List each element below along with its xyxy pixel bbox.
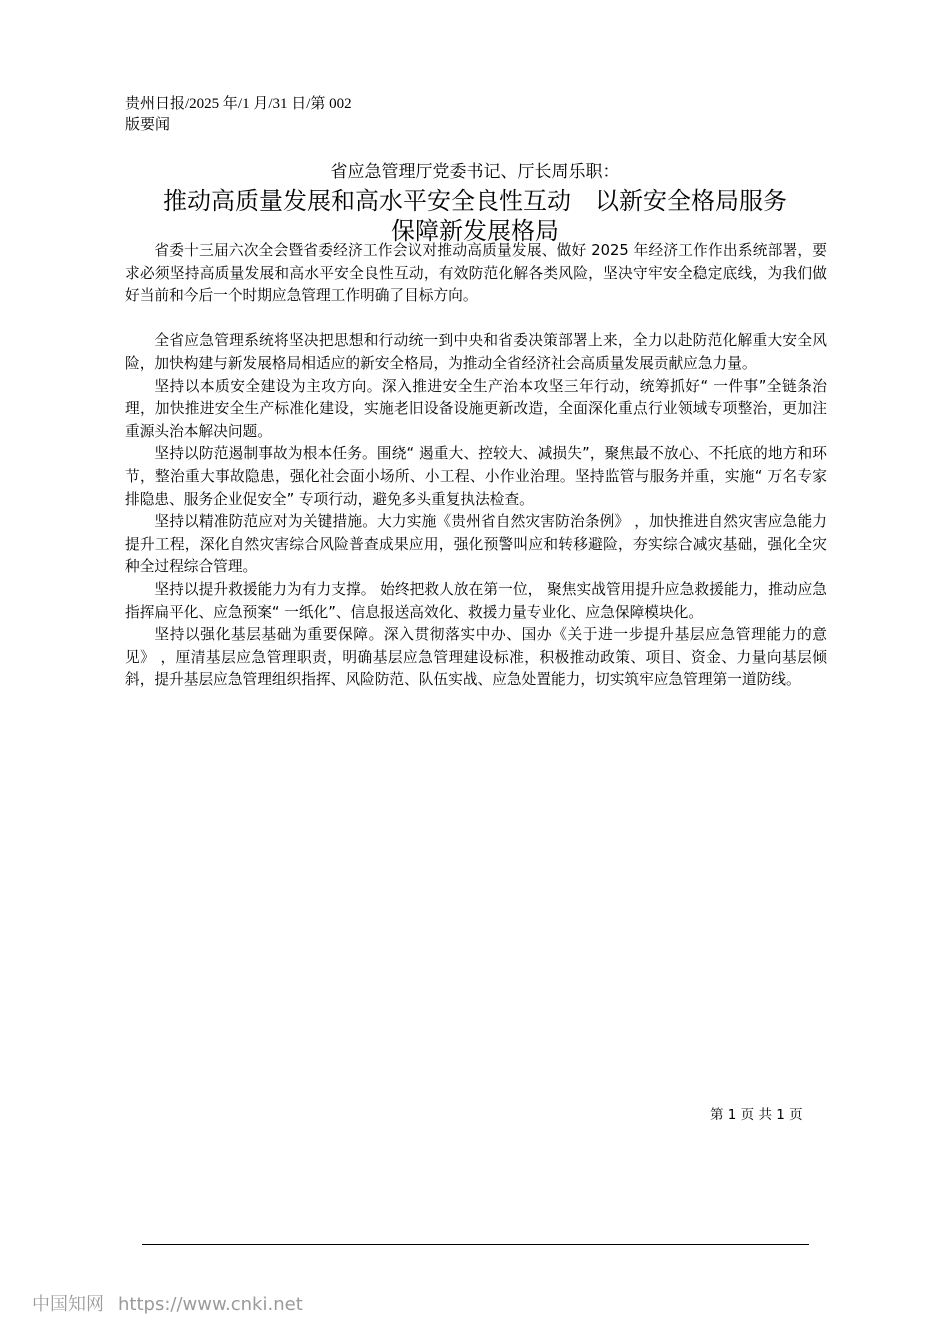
publication-source: 贵州日报/2025 年/1 月/31 日/第 002: [125, 96, 352, 112]
watermark-url[interactable]: https://www.cnki.net: [118, 1294, 303, 1315]
article-subtitle: 省应急管理厅党委书记、厅长周乐职：: [330, 162, 620, 182]
paragraph: 坚持以提升救援能力为有力支撑。 始终把救人放在第一位， 聚焦实战管用提升应急救援能力，推动应急指挥扁平化、应急预案“ 一纸化”、信息报送高效化、救援力量专业化、应急保障模块化。: [125, 580, 827, 621]
paragraph: 坚持以精准防范应对为关键措施。大力实施《贵州省自然灾害防治条例》 ，加快推进自然灾害应急能力提升工程，深化自然灾害综合风险普查成果应用，强化预警叫应和转移避险，夯实综合减灾基础，强化全灾种全过程综合管理。: [125, 513, 827, 576]
paragraph: 坚持以本质安全建设为主攻方向。深入推进安全生产治本攻坚三年行动，统筹抓好“ 一件事”全链条治理，加快推进安全生产标准化建设，实施老旧设备设施更新改造，全面深化重点行业领域专项整治，更加注重源头治本解决问题。: [125, 377, 827, 440]
paragraph-intro: 省委十三届六次全会暨省委经济工作会议对推动高质量发展、做好 2025 年经济工作作出系统部署，要求必须坚持高质量发展和高水平安全良性互动，有效防范化解各类风险，坚决守牢安全稳定底线，为我们做好当前和今后一个时期应急管理工作明确了目标方向。: [125, 242, 827, 305]
paragraph: 坚持以强化基层基础为重要保障。深入贯彻落实中办、国办《关于进一步提升基层应急管理能力的意见》 ，厘清基层应急管理职责，明确基层应急管理建设标准，积极推动政策、项目、资金、力量向基层倾斜，提升基层应急管理组织指挥、风险防范、队伍实战、应急处置能力，切实筑牢应急管理第一道防线。: [125, 626, 827, 689]
paragraph: 全省应急管理系统将坚决把思想和行动统一到中央和省委决策部署上来，全力以赴防范化解重大安全风险，加快构建与新发展格局相适应的新安全格局，为推动全省经济社会高质量发展贡献应急力量。: [125, 332, 827, 372]
paragraph: 坚持以防范遏制事故为根本任务。围绕“ 遏重大、控较大、减损失”，聚焦最不放心、不托底的地方和环节，整治重大事故隐患，强化社会面小场所、小工程、小作业治理。坚持监管与服务并重，实施“ 万名专家排隐患、服务企业促安全” 专项行动，避免多头重复执法检查。: [125, 445, 827, 508]
page-indicator: 第 1 页 共 1 页: [710, 1107, 803, 1123]
headline-line-2: 保障新发展格局: [391, 217, 559, 245]
publication-section: 版要闻: [125, 117, 171, 133]
publication-info: [125, 94, 352, 136]
cnki-watermark: [32, 1293, 303, 1317]
footer-divider: [142, 1244, 809, 1245]
watermark-brand: 中国知网: [32, 1294, 104, 1315]
article-headline: [0, 186, 950, 246]
article-body: [125, 240, 827, 692]
headline-line-1: 推动高质量发展和高水平安全良性互动 以新安全格局服务: [163, 187, 787, 215]
